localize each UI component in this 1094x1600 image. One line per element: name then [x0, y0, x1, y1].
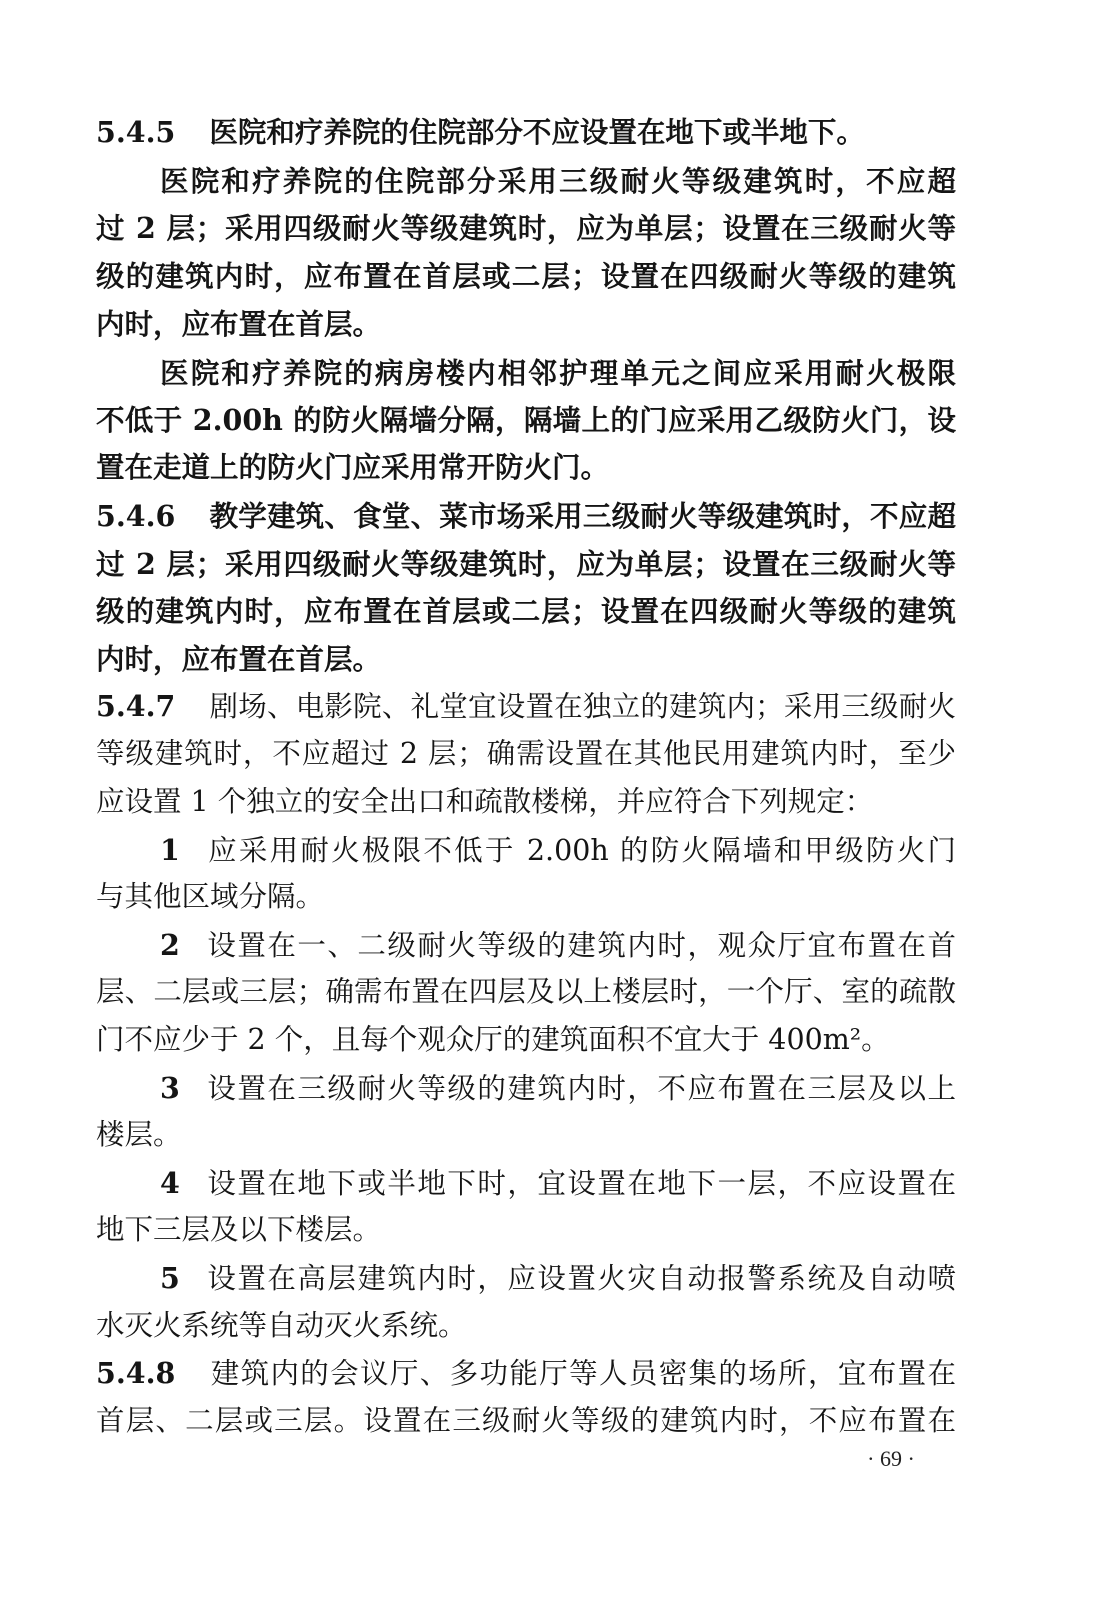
text-line: 应设置 1 个独立的安全出口和疏散楼梯，并应符合下列规定：: [96, 785, 874, 818]
text-line: 医院和疗养院的病房楼内相邻护理单元之间应采用耐火极限: [160, 356, 956, 390]
text-line: 等级建筑时，不应超过 2 层；确需设置在其他民用建筑内时，至少: [96, 737, 956, 770]
text-line: 楼层。: [96, 1118, 182, 1151]
clause-number: 5.4.5: [96, 115, 176, 149]
text-line: 5.4.5 医院和疗养院的住院部分不应设置在地下或半地下。: [96, 115, 865, 149]
text-line: 过 2 层；采用四级耐火等级建筑时，应为单层；设置在三级耐火等: [96, 547, 956, 581]
item-number: 4: [160, 1166, 180, 1200]
text-line: 门不应少于 2 个，且每个观众厅的建筑面积不宜大于 400m²。: [96, 1023, 890, 1056]
text-line: 5 设置在高层建筑内时，应设置火灾自动报警系统及自动喷: [160, 1261, 956, 1295]
page-number: · 69 ·: [867, 1446, 915, 1471]
text-line: 1 应采用耐火极限不低于 2.00h 的防火隔墙和甲级防火门: [160, 833, 956, 867]
text-line: 医院和疗养院的住院部分采用三级耐火等级建筑时，不应超: [160, 164, 956, 198]
text-line: 级的建筑内时，应布置在首层或二层；设置在四级耐火等级的建筑: [96, 594, 956, 628]
text-line: 内时，应布置在首层。: [96, 307, 382, 341]
text-line: 3 设置在三级耐火等级的建筑内时，不应布置在三层及以上: [160, 1071, 956, 1105]
clause-number: 5.4.7: [96, 689, 176, 723]
text-line: 2 设置在一、二级耐火等级的建筑内时，观众厅宜布置在首: [160, 928, 956, 962]
text-line: 过 2 层；采用四级耐火等级建筑时，应为单层；设置在三级耐火等: [96, 211, 956, 245]
text-line: 4 设置在地下或半地下时，宜设置在地下一层，不应设置在: [160, 1166, 956, 1200]
item-number: 1: [160, 833, 180, 867]
text-line: 置在走道上的防火门应采用常开防火门。: [96, 450, 610, 484]
clause-number: 5.4.6: [96, 499, 176, 533]
text-line: 首层、二层或三层。设置在三级耐火等级的建筑内时，不应布置在: [96, 1404, 956, 1437]
text-line: 不低于 2.00h 的防火隔墙分隔，隔墙上的门应采用乙级防火门，设: [96, 403, 956, 437]
text-line: 5.4.6 教学建筑、食堂、菜市场采用三级耐火等级建筑时，不应超: [96, 499, 956, 533]
text-line: 与其他区域分隔。: [96, 880, 325, 913]
text-line: 5.4.7 剧场、电影院、礼堂宜设置在独立的建筑内；采用三级耐火: [96, 689, 956, 723]
text-line: 层、二层或三层；确需布置在四层及以上楼层时，一个厅、室的疏散: [96, 975, 956, 1008]
text-line: 地下三层及以下楼层。: [96, 1213, 382, 1246]
text-line: 级的建筑内时，应布置在首层或二层；设置在四级耐火等级的建筑: [96, 259, 956, 293]
item-number: 2: [160, 928, 180, 962]
text-line: 内时，应布置在首层。: [96, 642, 382, 676]
text-line: 水灭火系统等自动灭火系统。: [96, 1309, 467, 1342]
text-line: 5.4.8 建筑内的会议厅、多功能厅等人员密集的场所，宜布置在: [96, 1356, 956, 1390]
item-number: 5: [160, 1261, 180, 1295]
item-number: 3: [160, 1071, 180, 1105]
clause-number: 5.4.8: [96, 1356, 176, 1390]
